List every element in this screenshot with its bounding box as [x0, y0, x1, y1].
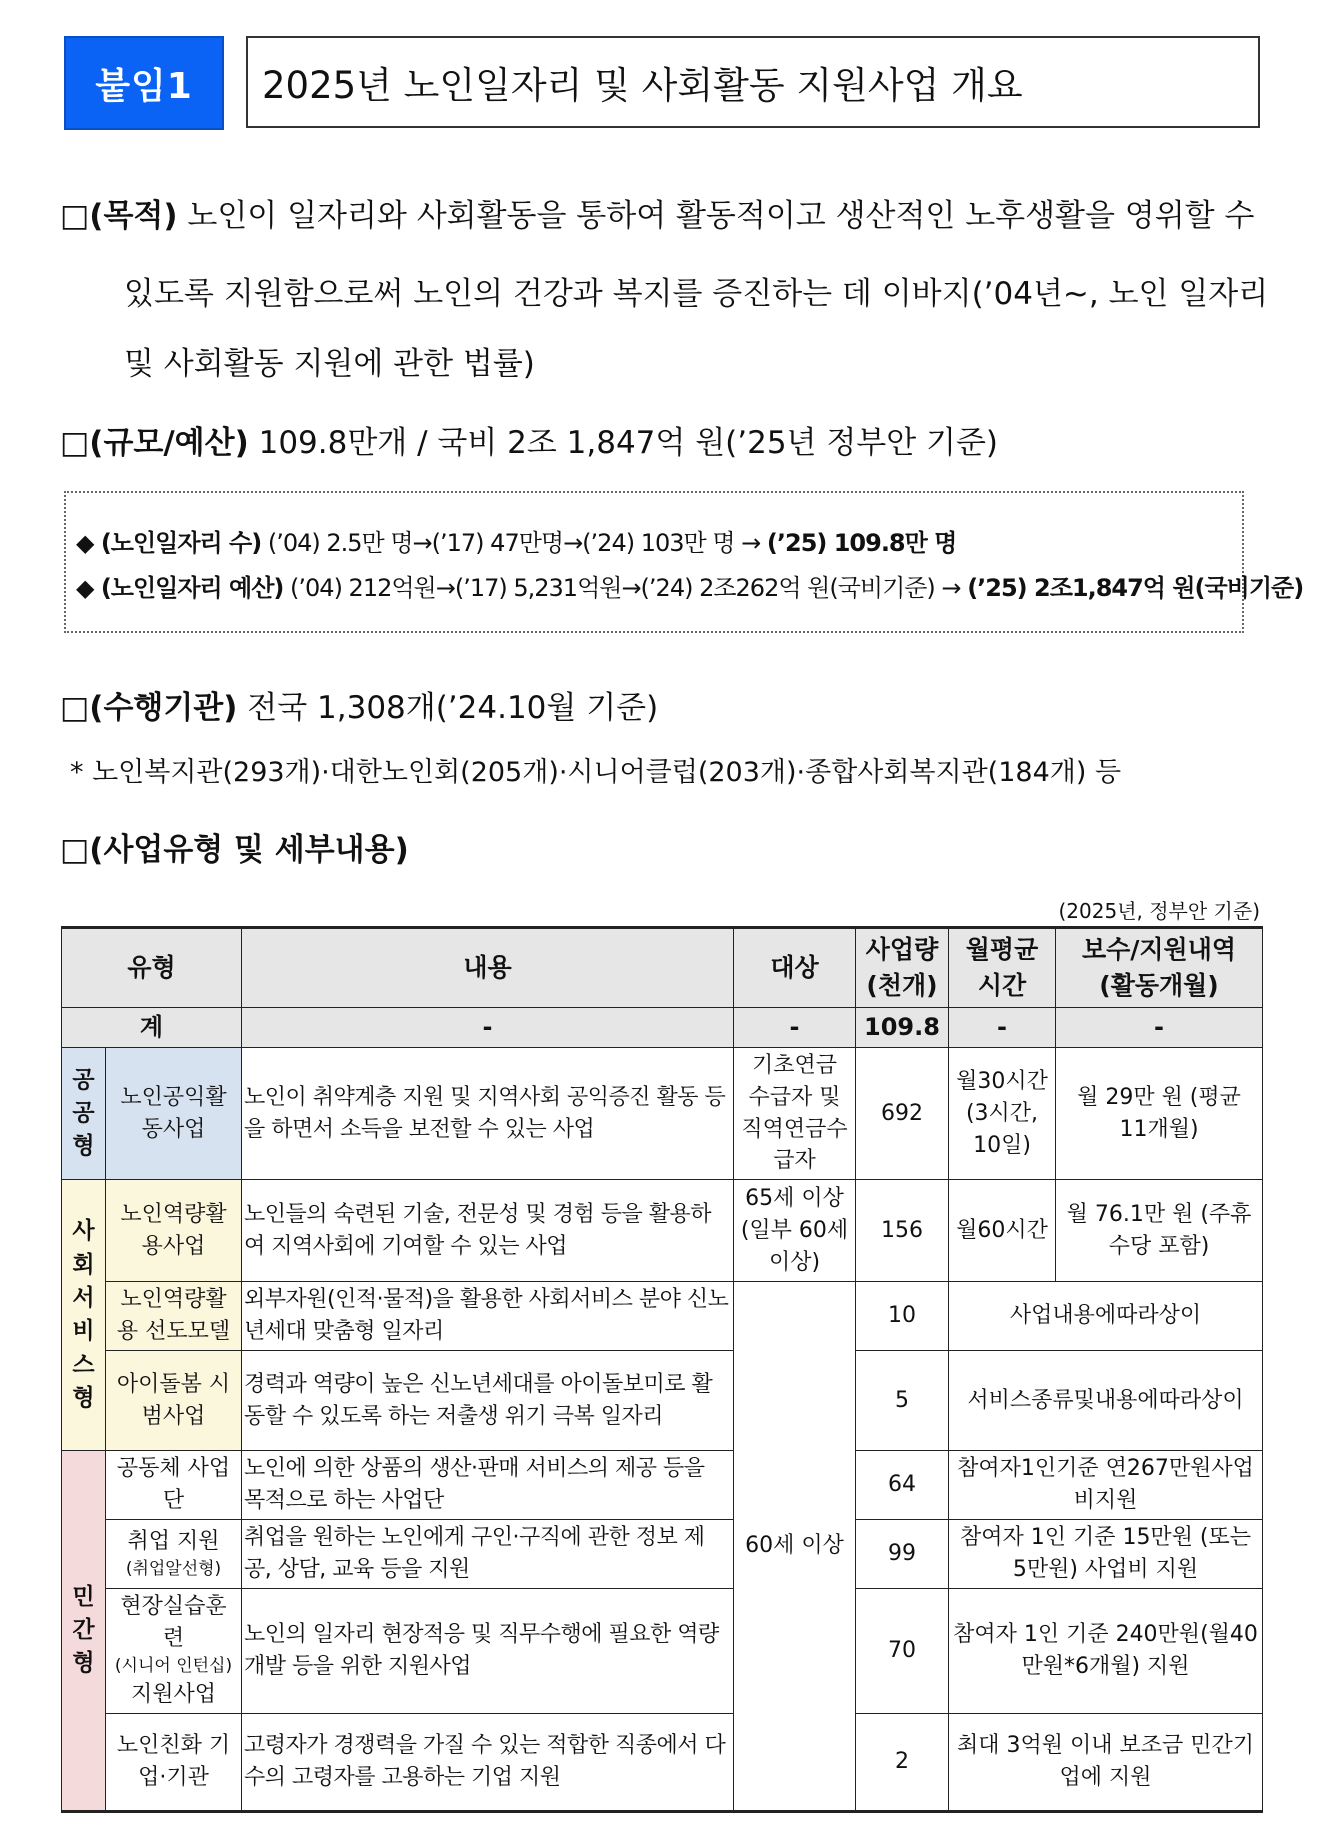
program-name-tail: 지원사업	[130, 1682, 216, 1708]
program-name	[106, 1588, 242, 1713]
agency-text: 전국 1,308개(’24.10월 기준)	[237, 690, 659, 726]
program-content: 취업을 원하는 노인에게 구인·구직에 관한 정보 제공, 상담, 교육 등을 지원	[242, 1519, 734, 1588]
program-pay: 사업내용에따라상이	[949, 1282, 1263, 1351]
program-pay: 참여자 1인 기준 15만원 (또는 5만원) 사업비 지원	[949, 1519, 1263, 1588]
jobs-budget-history: (’04) 212억원→(’17) 5,231억원→(’24) 2조262억 원(국비기준) →	[283, 574, 961, 602]
program-pay: 최대 3억원 이내 보조금 민간기업에 지원	[949, 1714, 1263, 1812]
table-row	[62, 1519, 1263, 1588]
table-row	[62, 1714, 1263, 1812]
program-pay: 서비스종류및내용에따라상이	[949, 1351, 1263, 1451]
program-volume: 70	[856, 1588, 949, 1713]
header-pay: 보수/지원내역 (활동개월)	[1056, 928, 1263, 1008]
total-target: -	[734, 1008, 856, 1048]
program-hours: 월60시간	[949, 1180, 1056, 1282]
checkbox-bullet: □	[60, 198, 90, 234]
agency-section	[60, 690, 658, 727]
header-volume: 사업량 (천개)	[856, 928, 949, 1008]
types-label: (사업유형 및 세부내용)	[89, 832, 409, 868]
jobs-budget-label: ◆ (노인일자리 예산)	[76, 574, 284, 602]
program-name: 아이돌봄 시범사업	[106, 1351, 242, 1451]
program-pay: 월 29만 원 (평균 11개월)	[1056, 1047, 1263, 1180]
program-name	[106, 1519, 242, 1588]
program-name-sub: (시니어 인턴십)	[114, 1656, 233, 1677]
program-name: 노인공익활동사업	[106, 1047, 242, 1180]
program-content: 노인이 취약계층 지원 및 지역사회 공익증진 활동 등을 하면서 소득을 보전할 수 있는 사업	[242, 1047, 734, 1180]
scale-label: (규모/예산)	[89, 425, 249, 461]
total-pay: -	[1056, 1008, 1263, 1048]
attachment-badge: 붙임1	[64, 36, 224, 130]
total-volume: 109.8	[856, 1008, 949, 1048]
jobs-count-history: (’04) 2.5만 명→(’17) 47만명→(’24) 103만 명 →	[261, 529, 761, 557]
purpose-text-1: 노인이 일자리와 사회활동을 통하여 활동적이고 생산적인 노후생활을 영위할 수	[177, 198, 1255, 234]
jobs-count-label: ◆ (노인일자리 수)	[76, 529, 262, 557]
program-name-sub: (취업알선형)	[125, 1559, 222, 1580]
program-content: 외부자원(인적·물적)을 활용한 사회서비스 분야 신노년세대 맞춤형 일자리	[242, 1282, 734, 1351]
page-title-text: 2025년 노인일자리 및 사회활동 지원사업 개요	[262, 64, 1023, 107]
header-hours: 월평균 시간	[949, 928, 1056, 1008]
program-volume: 64	[856, 1451, 949, 1520]
scale-detail-box	[64, 491, 1304, 633]
page-title	[246, 36, 1260, 128]
program-name-main: 현장실습훈련	[120, 1593, 227, 1651]
purpose-text-2: 있도록 지원함으로써 노인의 건강과 복지를 증진하는 데 이바지(’04년~, 노인 일자리	[124, 276, 1269, 312]
total-content: -	[242, 1008, 734, 1048]
program-target-shared: 60세 이상	[734, 1282, 856, 1812]
header-content: 내용	[242, 928, 734, 1008]
purpose-text-3: 및 사회활동 지원에 관한 법률)	[124, 346, 535, 382]
table-header-row	[62, 928, 1263, 1008]
total-label: 계	[62, 1008, 242, 1048]
program-target: 65세 이상 (일부 60세이상)	[734, 1180, 856, 1282]
table-row	[62, 1451, 1263, 1520]
program-content: 고령자가 경쟁력을 가질 수 있는 적합한 직종에서 다수의 고령자를 고용하는 기업 지원	[242, 1714, 734, 1812]
program-target: 기초연금 수급자 및 직역연금수급자	[734, 1047, 856, 1180]
program-content: 노인의 일자리 현장적응 및 직무수행에 필요한 역량 개발 등을 위한 지원사업	[242, 1588, 734, 1713]
group-social: 사회서비스형	[62, 1180, 106, 1451]
checkbox-bullet: □	[60, 690, 90, 726]
table-row	[62, 1047, 1263, 1180]
total-hours: -	[949, 1008, 1056, 1048]
table-row	[62, 1588, 1263, 1713]
header-target: 대상	[734, 928, 856, 1008]
table-row-total	[62, 1008, 1263, 1048]
program-hours: 월30시간 (3시간, 10일)	[949, 1047, 1056, 1180]
jobs-budget-line	[76, 568, 1304, 603]
jobs-count-line	[76, 523, 1242, 558]
scale-text: 109.8만개 / 국비 2조 1,847억 원(’25년 정부안 기준)	[248, 425, 999, 461]
header-type: 유형	[62, 928, 242, 1008]
table-row	[62, 1282, 1263, 1351]
jobs-budget-2025: (’25) 2조1,847억 원(국비기준)	[967, 574, 1304, 602]
program-name: 공동체 사업단	[106, 1451, 242, 1520]
jobs-count-2025: (’25) 109.8만 명	[766, 529, 957, 557]
group-public: 공공형	[62, 1047, 106, 1180]
checkbox-bullet: □	[60, 425, 90, 461]
program-name: 노인친화 기업·기관	[106, 1714, 242, 1812]
program-volume: 2	[856, 1714, 949, 1812]
program-volume: 10	[856, 1282, 949, 1351]
program-content: 경력과 역량이 높은 신노년세대를 아이돌보미로 활동할 수 있도록 하는 저출생 위기 극복 일자리	[242, 1351, 734, 1451]
program-volume: 5	[856, 1351, 949, 1451]
program-table	[61, 926, 1263, 1813]
program-content: 노인들의 숙련된 기술, 전문성 및 경험 등을 활용하여 지역사회에 기여할 수 있는 사업	[242, 1180, 734, 1282]
table-row	[62, 1180, 1263, 1282]
agency-label: (수행기관)	[89, 690, 238, 726]
group-private: 민간형	[62, 1451, 106, 1812]
program-pay: 월 76.1만 원 (주휴수당 포함)	[1056, 1180, 1263, 1282]
program-name: 노인역량활용 선도모델	[106, 1282, 242, 1351]
program-name-main: 취업 지원	[127, 1528, 220, 1554]
table-unit-note: (2025년, 정부안 기준)	[1058, 899, 1260, 923]
program-content: 노인에 의한 상품의 생산·판매 서비스의 제공 등을 목적으로 하는 사업단	[242, 1451, 734, 1520]
agency-note: * 노인복지관(293개)·대한노인회(205개)·시니어클럽(203개)·종합사회복지관(184개) 등	[70, 757, 1122, 788]
checkbox-bullet: □	[60, 832, 90, 868]
program-pay: 참여자 1인 기준 240만원(월40만원*6개월) 지원	[949, 1588, 1263, 1713]
purpose-label: (목적)	[89, 198, 178, 234]
types-section	[60, 832, 409, 869]
program-name: 노인역량활용사업	[106, 1180, 242, 1282]
purpose-section	[60, 198, 1254, 235]
table-row	[62, 1351, 1263, 1451]
program-volume: 156	[856, 1180, 949, 1282]
program-volume: 99	[856, 1519, 949, 1588]
program-pay: 참여자1인기준 연267만원사업비지원	[949, 1451, 1263, 1520]
program-volume: 692	[856, 1047, 949, 1180]
scale-section	[60, 425, 998, 462]
